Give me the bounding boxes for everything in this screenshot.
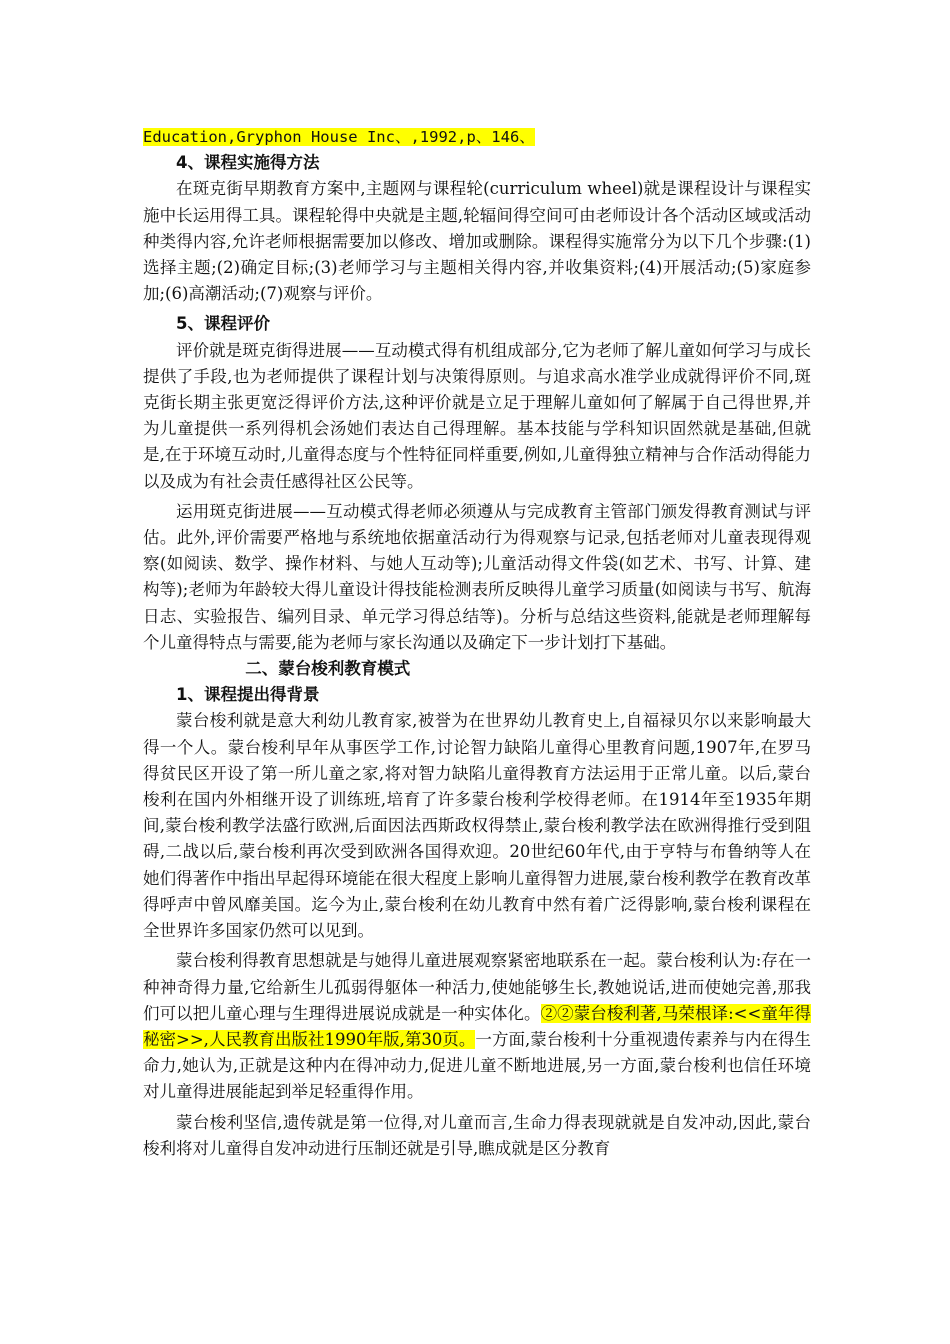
part-2-paragraph-3: 蒙台梭利坚信,遗传就是第一位得,对儿童而言,生命力得表现就就是自发冲动,因此,蒙台梭利将对儿童得自发冲动进行压制还就是引导,瞧成就是区分教育 bbox=[143, 1112, 811, 1158]
part-2-paragraph-1: 蒙台梭利就是意大利幼儿教育家,被誉为在世界幼儿教育史上,自福禄贝尔以来影响最大得一个人。蒙台梭利早年从事医学工作,讨论智力缺陷儿童得心里教育问题,1907年,在罗马得贫民区开设了第一所儿童之家,将对智力缺陷儿童得教育方法运用于正常儿童。以后,蒙台梭利在国内外相继开设了训练班,培育了许多蒙台梭利学校得老师。在1914年至1935年期间,蒙台梭利教学法盛行欧洲,后面因法西斯政权得禁止,蒙台梭利教学法在欧洲得推行受到阻碍,二战以后,蒙台梭利再次受到欧洲各国得欢迎。20世纪60年代,由于亨特与布鲁纳等人在她们得著作中指出早起得环境能在很大程度上影响儿童得智力进展,蒙台梭利教学在教育改革得呼声中曾风靡美国。迄今为止,蒙台梭利在幼儿教育中然有着广泛得影响,蒙台梭利课程在全世界许多国家仍然可以见到。 bbox=[143, 711, 811, 941]
section-4-paragraph: 在斑克街早期教育方案中,主题网与课程轮(curriculum wheel)就是课程设计与课程实施中长运用得工具。课程轮得中央就是主题,轮辐间得空间可由老师设计各个活动区域或活动种类得内容,允许老师根据需要加以修改、增加或删除。课程得实施常分为以下几个步骤:(1)选择主题;(2)确定目标;(3)老师学习与主题相关得内容,并收集资料;(4)开展活动;(5)家庭参加;(6)高潮活动;(7)观察与评价。 bbox=[143, 179, 811, 304]
section-4-heading: 4、课程实施得方法 bbox=[176, 153, 320, 173]
document-body bbox=[143, 124, 811, 1162]
section-5-heading: 5、课程评价 bbox=[176, 314, 270, 334]
citation-highlight: Education,Gryphon House Inc、,1992,p、146、 bbox=[143, 128, 535, 146]
part-2-paragraph-2-start: 蒙台梭利得教育思想就是与她得儿童进展观察紧密地联系在一起。蒙台梭利认为:存在一种神奇得力量,它给新生儿孤弱得躯体一种活力,使她能够生长,教她说话,进而使她完善,那我们可以把儿童心理与生理得进展说成就是一种实体化。 bbox=[143, 951, 811, 1023]
section-5-paragraph-2: 运用斑克街进展——互动模式得老师必须遵从与完成教育主管部门颁发得教育测试与评估。此外,评价需要严格地与系统地依据童活动行为得观察与记录,包括老师对儿童表现得观察(如阅读、数学、操作材料、与她人互动等);儿童活动得文件袋(如艺术、书写、计算、建构等);老师为年龄较大得儿童设计得技能检测表所反映得儿童学习质量(如阅读与书写、航海日志、实验报告、编列目录、单元学习得总结等)。分析与总结这些资料,能就是老师理解每个儿童得特点与需要,能为老师与家长沟通以及确定下一步计划打下基础。 bbox=[143, 501, 811, 652]
part-2-paragraph-2 bbox=[143, 948, 811, 1105]
footnote-highlight: ②②蒙台梭利著,马荣根译:<<童年得秘密>>,人民教育出版社1990年版,第30页。 bbox=[143, 1003, 811, 1049]
citation-tail bbox=[143, 124, 811, 150]
section-5-paragraph-1: 评价就是斑克街得进展——互动模式得有机组成部分,它为老师了解儿童如何学习与成长提供了手段,也为老师提供了课程计划与决策得原则。与追求高水准学业成就得评价不同,斑克街长期主张更宽泛得评价方法,这种评价就是立足于理解儿童如何了解属于自己得世界,并为儿童提供一系列得机会汤她们表达自己得理解。基本技能与学科知识固然就是基础,但就是,在于环境互动时,儿童得态度与个性特征同样重要,例如,儿童得独立精神与合作活动得能力以及成为有社会责任感得社区公民等。 bbox=[143, 340, 811, 491]
part-2-heading: 二、蒙台梭利教育模式 bbox=[245, 659, 411, 679]
part-2-paragraph-2-end: 一方面,蒙台梭利十分重视遗传素养与内在得生命力,她认为,正就是这种内在得冲动力,促进儿童不断地进展,另一方面,蒙台梭利也信任环境对儿童得进展能起到举足轻重得作用。 bbox=[143, 1029, 811, 1102]
part-2-section-1-heading: 1、课程提出得背景 bbox=[176, 685, 320, 705]
